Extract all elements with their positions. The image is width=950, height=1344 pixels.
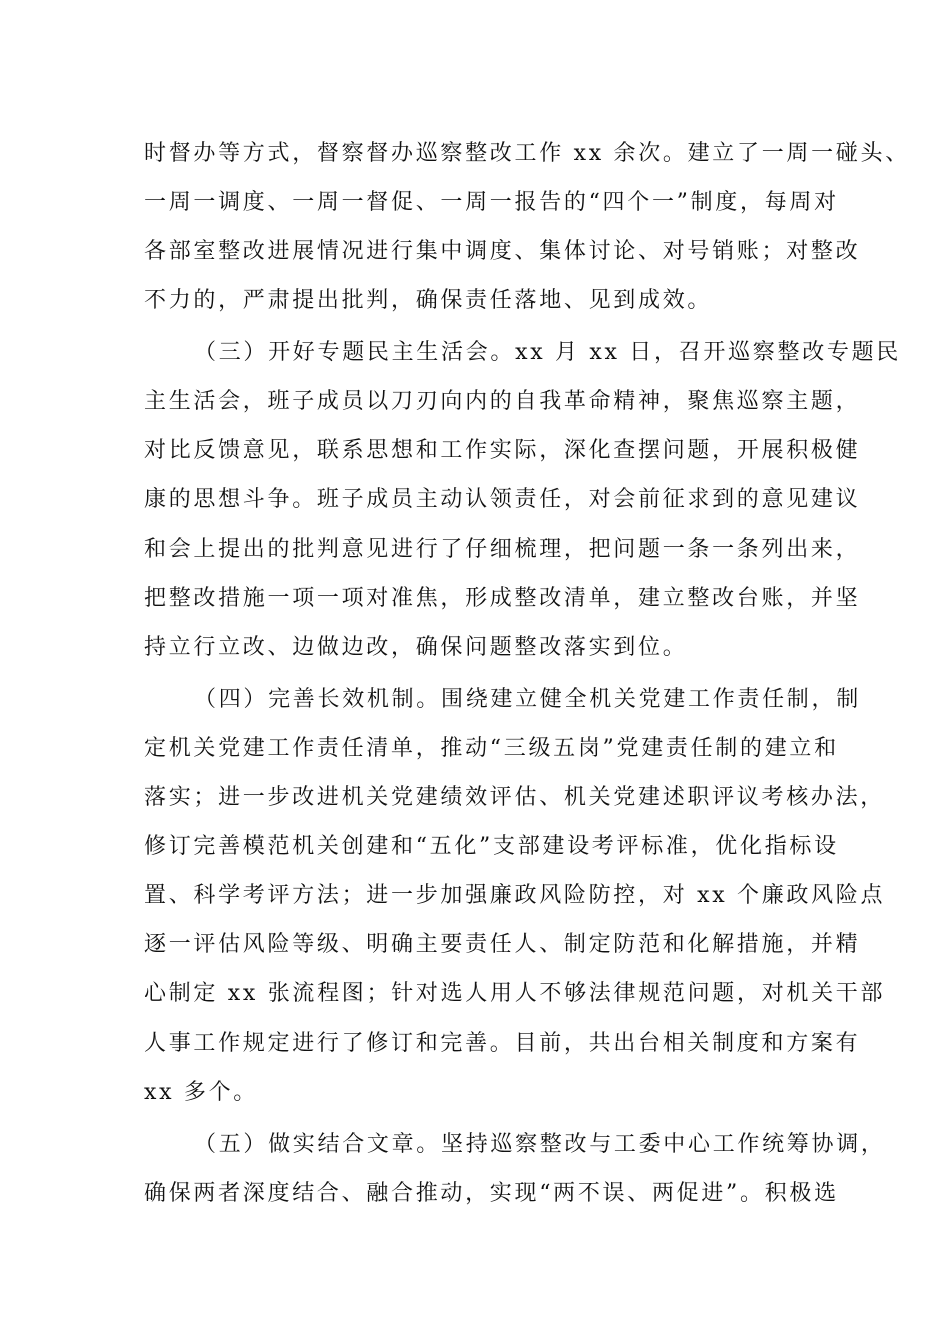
section-heading-line: （三）开好专题民主生活会。xx 月 xx 日，召开巡察整改专题民	[194, 340, 902, 365]
body-text-line: 人事工作规定进行了修订和完善。目前，共出台相关制度和方案有	[144, 1031, 861, 1056]
body-text-line: 修订完善模范机关创建和“五化”支部建设考评标准，优化指标设	[144, 834, 839, 859]
body-text-line: 持立行立改、边做边改，确保问题整改落实到位。	[144, 635, 688, 660]
body-text-line: 一周一调度、一周一督促、一周一报告的“四个一”制度，每周对	[144, 190, 839, 215]
body-text-line: 对比反馈意见，联系思想和工作实际，深化查摆问题，开展积极健	[144, 438, 861, 463]
body-text-line: 康的思想斗争。班子成员主动认领责任，对会前征求到的意见建议	[144, 487, 861, 512]
body-text-line: 不力的，严肃提出批判，确保责任落地、见到成效。	[144, 288, 713, 313]
body-text-line: 定机关党建工作责任清单，推动“三级五岗”党建责任制的建立和	[144, 736, 839, 761]
body-text-line: 把整改措施一项一项对准焦，形成整改清单，建立整改台账，并坚	[144, 586, 861, 611]
body-text-line: 和会上提出的批判意见进行了仔细梳理，把问题一条一条列出来，	[144, 537, 861, 562]
body-text-line: 时督办等方式，督察督办巡察整改工作 xx 余次。建立了一周一碰头、	[144, 141, 910, 166]
section-heading-line: （四）完善长效机制。围绕建立健全机关党建工作责任制，制	[194, 687, 861, 712]
body-text-line: 置、科学考评方法；进一步加强廉政风险防控，对 xx 个廉政风险点	[144, 883, 886, 908]
body-text-line: 各部室整改进展情况进行集中调度、集体讨论、对号销账；对整改	[144, 239, 861, 264]
body-text-line: 确保两者深度结合、融合推动，实现“两不误、两促进”。积极选	[144, 1181, 839, 1206]
body-text-line: 落实；进一步改进机关党建绩效评估、机关党建述职评议考核办法，	[144, 785, 886, 810]
body-text-line: 逐一评估风险等级、明确主要责任人、制定防范和化解措施，并精	[144, 932, 861, 957]
body-text-line: 心制定 xx 张流程图；针对选人用人不够法律规范问题，对机关干部	[144, 981, 886, 1006]
body-text-line: 主生活会，班子成员以刀刃向内的自我革命精神，聚焦巡察主题，	[144, 389, 861, 414]
section-heading-line: （五）做实结合文章。坚持巡察整改与工委中心工作统筹协调，	[194, 1132, 886, 1157]
body-text-line: xx 多个。	[144, 1080, 259, 1105]
